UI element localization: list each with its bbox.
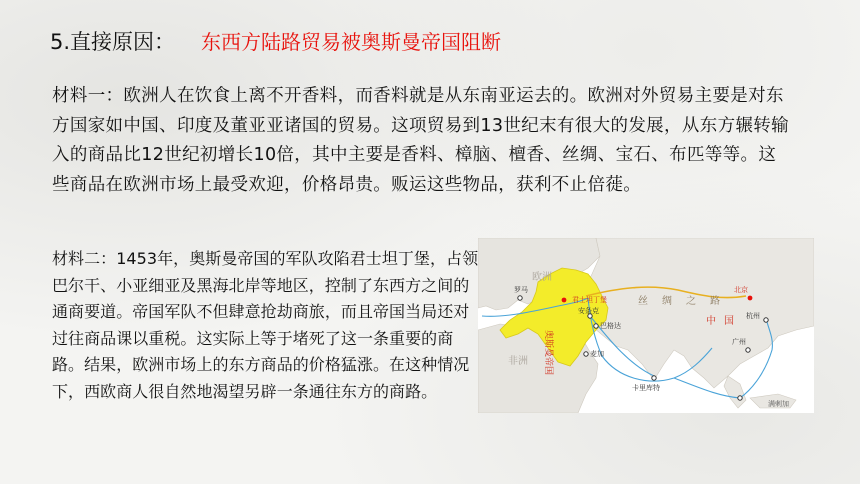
svg-text:杭州: 杭州 xyxy=(746,312,760,320)
material-two-paragraph: 材料二：1453年，奥斯曼帝国的军队攻陷君士坦丁堡，占领巴尔干、小亚细亚及黑海北岸等地区，控制了东西方之间的通商要道。帝国军队不但肆意抢劫商旅，而且帝国当局还对过往商品课以重税。这实际上等于堵死了这一条重要的商路。结果，欧洲市场上的东方商品的价格猛涨。在这种情况下，西欧商人很自然地渴望另辟一条通往东方的商路。 xyxy=(52,249,479,401)
africa-label: 非洲 xyxy=(508,356,528,367)
svg-text:罗马: 罗马 xyxy=(514,286,528,294)
heading-label: 5.直接原因： xyxy=(50,30,176,54)
material-one-paragraph: 材料一：欧洲人在饮食上离不开香料，而香料就是从东南亚运去的。欧洲对外贸易主要是对东方国家如中国、印度及董亚亚诸国的贸易。这项贸易到13世纪末有很大的发展，从东方辗转输入的商品比12世纪初增长10倍，其中主要是香料、樟脑、檀香、丝绸、宝石、布匹等等。这些商品在欧洲市场上最受欢迎，价格昂贵。贩运这些物品，获利不止倍蓰。 xyxy=(52,86,789,195)
svg-text:安条克: 安条克 xyxy=(578,307,599,315)
svg-text:麦加: 麦加 xyxy=(590,350,604,358)
ottoman-empire-label: 奥斯曼帝国 xyxy=(543,330,553,376)
svg-text:满剌加: 满剌加 xyxy=(768,400,789,408)
svg-text:广州: 广州 xyxy=(732,338,746,346)
europe-label: 欧洲 xyxy=(532,272,552,283)
svg-text:卡里库特: 卡里库特 xyxy=(632,384,660,392)
section-heading xyxy=(50,26,501,56)
svg-text:北京: 北京 xyxy=(734,286,748,294)
svg-text:巴格达: 巴格达 xyxy=(600,322,621,330)
heading-topic: 东西方陆路贸易被奥斯曼帝国阻断 xyxy=(201,30,502,54)
silk-road-label: 丝绸之路 xyxy=(638,296,734,307)
trade-route-map xyxy=(478,238,814,413)
svg-text:君士坦丁堡: 君士坦丁堡 xyxy=(572,296,607,304)
china-label: 中国 xyxy=(706,316,742,327)
